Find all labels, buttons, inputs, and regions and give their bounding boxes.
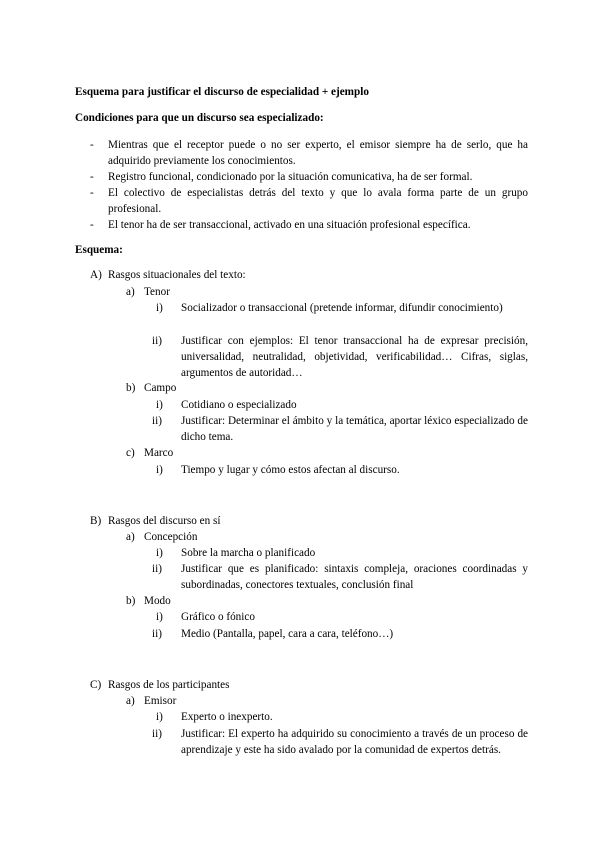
section-title: Rasgos del discurso en sí — [108, 515, 221, 527]
section-title: Rasgos situacionales del texto: — [108, 269, 246, 281]
item-text: Sobre la marcha o planificado — [181, 547, 316, 559]
item-text: Gráfico o fónico — [181, 611, 255, 623]
item-label: i) — [156, 302, 163, 314]
subsection-title: Tenor — [144, 286, 170, 298]
scheme-heading: Esquema: — [75, 244, 123, 256]
item-label: i) — [156, 464, 163, 476]
item-label: ii) — [152, 563, 162, 575]
condition-text: El tenor ha de ser transaccional, activado en una situación profesional específica. — [108, 219, 471, 231]
item-text: Cotidiano o especializado — [181, 399, 297, 411]
item-label: i) — [156, 711, 163, 723]
bullet-dash: - — [90, 171, 94, 183]
section-label: A) — [90, 269, 102, 281]
bullet-dash: - — [90, 187, 94, 199]
condition-text: Registro funcional, condicionado por la situación comunicativa, ha de ser formal. — [108, 171, 473, 183]
subsection-label: a) — [126, 695, 135, 707]
subsection-title: Concepción — [144, 531, 198, 543]
subsection-label: a) — [126, 531, 135, 543]
item-text: Experto o inexperto. — [181, 711, 273, 723]
item-text: Medio (Pantalla, papel, cara a cara, teléfono…) — [181, 628, 394, 640]
document-title: Esquema para justificar el discurso de especialidad + ejemplo — [75, 86, 369, 98]
item-label: i) — [156, 399, 163, 411]
item-text: Socializador o transaccional (pretende informar, difundir conocimiento) — [181, 302, 503, 314]
item-label: i) — [156, 547, 163, 559]
bullet-dash: - — [90, 139, 94, 151]
item-text: Justificar: El experto ha adquirido su conocimiento a través de un proceso de aprendizaje y este ha sido avalado por la comunidad de expertos detrás. — [181, 728, 528, 756]
item-label: i) — [156, 611, 163, 623]
item-label: ii) — [152, 728, 162, 740]
section-label: B) — [90, 515, 102, 527]
bullet-dash: - — [90, 219, 94, 231]
item-label: ii) — [152, 335, 162, 347]
subsection-title: Marco — [144, 447, 174, 459]
subsection-label: c) — [126, 447, 135, 459]
subsection-title: Modo — [144, 595, 171, 607]
conditions-heading: Condiciones para que un discurso sea especializado: — [75, 112, 324, 124]
section-title: Rasgos de los participantes — [108, 679, 230, 691]
item-text: Tiempo y lugar y cómo estos afectan al discurso. — [181, 464, 400, 476]
subsection-label: b) — [126, 382, 136, 394]
subsection-title: Emisor — [144, 695, 177, 707]
condition-text: El colectivo de especialistas detrás del texto y que lo avala forma parte de un grupo profesional. — [108, 187, 528, 215]
section-label: C) — [90, 679, 102, 691]
item-label: ii) — [152, 628, 162, 640]
item-label: ii) — [152, 415, 162, 427]
subsection-label: a) — [126, 286, 135, 298]
item-text: Justificar: Determinar el ámbito y la temática, aportar léxico especializado de dicho tema. — [181, 415, 528, 443]
subsection-label: b) — [126, 595, 136, 607]
item-text: Justificar que es planificado: sintaxis compleja, oraciones coordinadas y subordinadas, conectores textuales, conclusión final — [181, 563, 528, 591]
condition-text: Mientras que el receptor puede o no ser experto, el emisor siempre ha de serlo, que ha adquirido previamente los conocimientos. — [108, 139, 528, 167]
subsection-title: Campo — [144, 382, 177, 394]
item-text: Justificar con ejemplos: El tenor transaccional ha de expresar precisión, universalidad, neutralidad, objetividad, verificabilidad… Cifras, siglas, argumentos de autoridad… — [181, 335, 528, 379]
